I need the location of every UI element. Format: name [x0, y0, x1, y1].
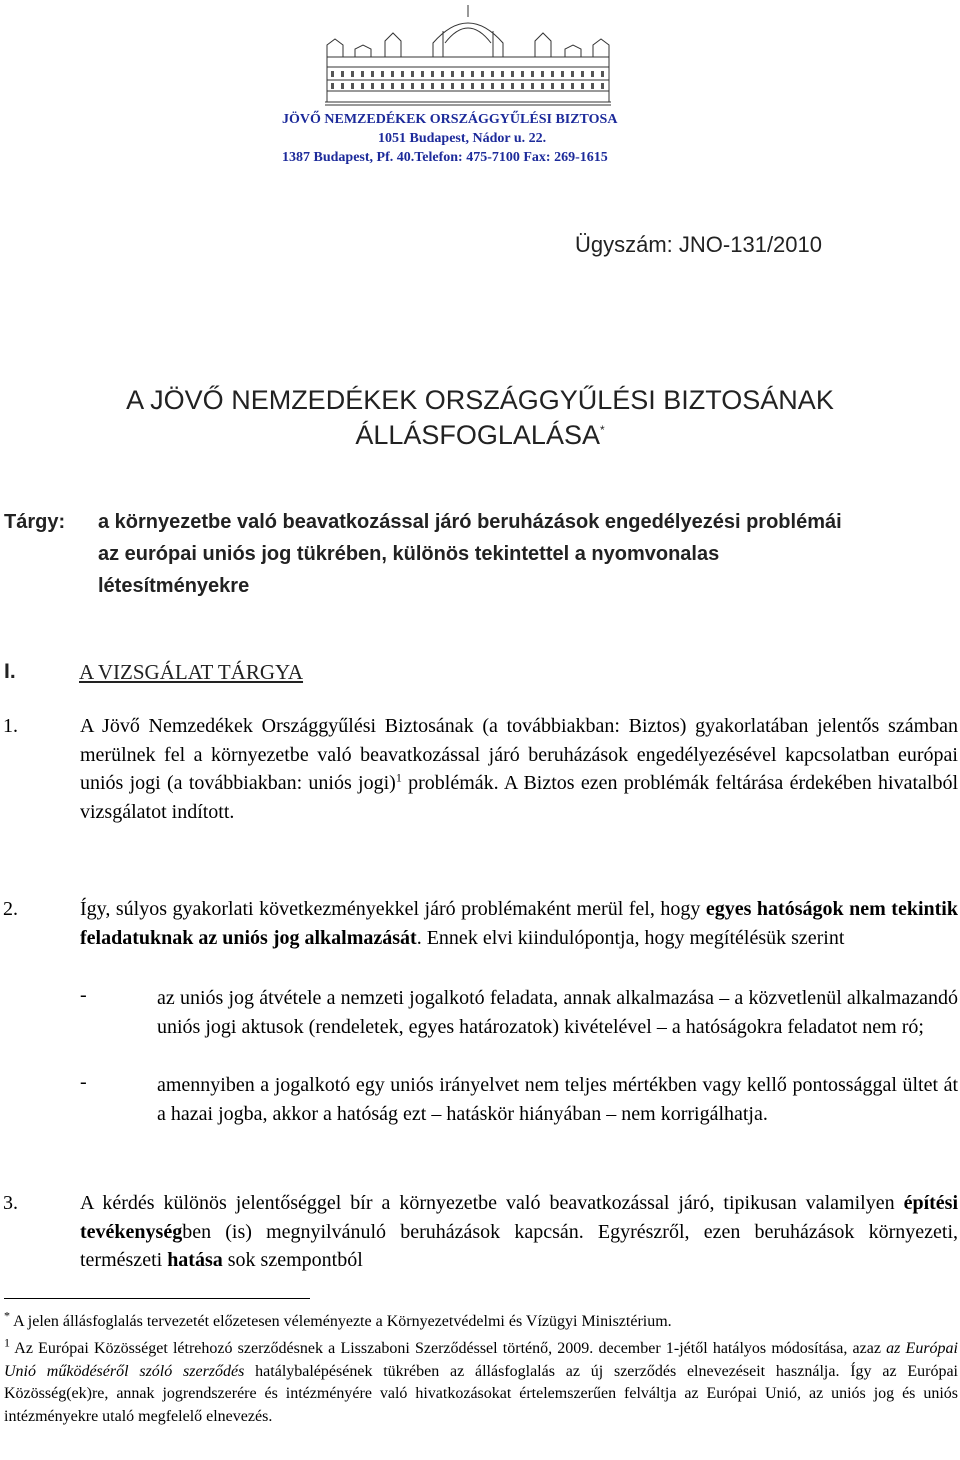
- subject-line-3: létesítményekre: [98, 575, 250, 597]
- footnote-2-italic: az Európai Unió működéséről szóló szerződés: [4, 1340, 959, 1380]
- paragraph-number: 2.: [3, 898, 18, 920]
- footnote-2: [4, 1335, 959, 1428]
- p3-text-a: A kérdés különös jelentőséggel bír a környezetbe való beavatkozással járó, tipikusan valamilyen: [80, 1192, 904, 1214]
- org-name: JÖVŐ NEMZEDÉKEK ORSZÁGGYŰLÉSI BIZTOSA: [282, 112, 618, 127]
- footnote-2-mark: 1: [4, 1335, 10, 1350]
- subject-label: Tárgy:: [4, 511, 66, 533]
- p3-text-c: sok szempontból: [222, 1249, 363, 1272]
- title-footnote-mark: *: [599, 423, 605, 437]
- footnote-separator: [4, 1298, 310, 1299]
- bullet-dash: -: [80, 984, 87, 1006]
- footnote-2-body-b: hatálybalépésének tükrében az állásfoglalás az új szerződés elnevezéseit használja. Így az Európai Közösség(ek)re, annak jogrendszerére és intézményére való hivatkozásokat értelemszerűen felváltja az Európai Unió, az uniós jog és uniós intézményekre utaló megfelelő elnevezés.: [4, 1362, 958, 1425]
- footnote-ref: 1: [395, 770, 402, 785]
- paragraph-number: 3.: [3, 1192, 18, 1214]
- paragraph-number: 1.: [3, 715, 18, 737]
- page-title-word: ÁLLÁSFOGLALÁSA: [355, 420, 600, 450]
- list-item: [80, 984, 958, 1041]
- address-line-2: 1387 Budapest, Pf. 40.Telefon: 475-7100 Fax: 269-1615: [282, 150, 608, 165]
- case-number: Ügyszám: JNO-131/2010: [575, 232, 822, 257]
- bullet-dash: -: [80, 1071, 87, 1093]
- subject-line-1: a környezetbe való beavatkozással járó beruházások engedélyezési problémái: [98, 511, 842, 533]
- p2-text-b: . Ennek elvi kiindulópontja, hogy megítélésük szerint: [416, 926, 845, 949]
- footnote-1-body: A jelen állásfoglalás tervezetét előzetesen véleményezte a Környezetvédelmi és Vízügyi Minisztérium.: [10, 1313, 672, 1330]
- p3-bold-1: építési tevékenység: [80, 1192, 958, 1243]
- p1-text-b: problémák. A Biztos ezen problémák feltárása érdekében hivatalból vizsgálatot indított.: [80, 772, 958, 823]
- subject-line-2: az európai uniós jog tükrében, különös tekintettel a nyomvonalas: [98, 543, 720, 565]
- p3-text-b: ben (is) megnyilvánuló beruházások kapcsán. Egyrészről, ezen beruházások környezeti, természeti: [80, 1220, 958, 1272]
- section-title-text: A VIZSGÁLAT TÁRGYA: [79, 660, 304, 684]
- list-item-text: az uniós jog átvétele a nemzeti jogalkotó feladata, annak alkalmazása – a közvetlenül alkalmazandó uniós jogi aktusok (rendeletek, egyes határozatok) kivételével – a hatóságokra feladatot nem ró;: [157, 987, 958, 1038]
- page-title-line-2: [0, 420, 960, 451]
- parliament-building-icon: [325, 5, 611, 107]
- p1-text-a: A Jövő Nemzedékek Országgyűlési Biztosának (a továbbiakban: Biztos) gyakorlatában jelentős számban merülnek fel a környezetbe való beavatkozással járó beruházások engedélyezésével kapcsolatban európai uniós jogi (a továbbiakban: uniós jogi): [80, 715, 958, 795]
- p3-bold-2: hatása: [167, 1249, 223, 1272]
- subject-text: [98, 506, 842, 602]
- paragraph-3: [3, 1189, 958, 1275]
- footnote-2-text: [4, 1335, 959, 1428]
- footnote-1-text: [4, 1308, 958, 1334]
- address-line-1: 1051 Budapest, Nádor u. 22.: [378, 131, 547, 146]
- page-title-line-1: A JÖVŐ NEMZEDÉKEK ORSZÁGGYŰLÉSI BIZTOSÁNAK: [126, 385, 834, 415]
- footnote-1-mark: *: [4, 1308, 10, 1323]
- list-item: [80, 1071, 958, 1128]
- paragraph-text: [80, 895, 958, 952]
- section-title: [79, 660, 303, 685]
- paragraph-1: [3, 712, 958, 826]
- footnote-2-body-a: Az Európai Közösséget létrehozó szerződésnek a Lisszaboni Szerződéssel történő, 2009. december 1-jétől hatályos módosítása, azaz: [10, 1340, 887, 1357]
- p2-bold: egyes hatóságok nem tekintik feladatuknak az uniós jog alkalmazását: [80, 898, 958, 949]
- footnote-1: [4, 1308, 958, 1334]
- paragraph-text: [80, 1189, 958, 1275]
- p2-text-a: Így, súlyos gyakorlati következményekkel járó problémaként merül fel, hogy: [80, 898, 706, 920]
- paragraph-text: [80, 712, 958, 826]
- list-item-text: amennyiben a jogalkotó egy uniós irányelvet nem teljes mértékben vagy kellő pontossággal ültet át a hazai jogba, akkor a hatóság ezt – hatáskör hiányában – nem korrigálhatja.: [157, 1074, 958, 1125]
- paragraph-2: [3, 895, 958, 952]
- section-number: I.: [4, 660, 16, 683]
